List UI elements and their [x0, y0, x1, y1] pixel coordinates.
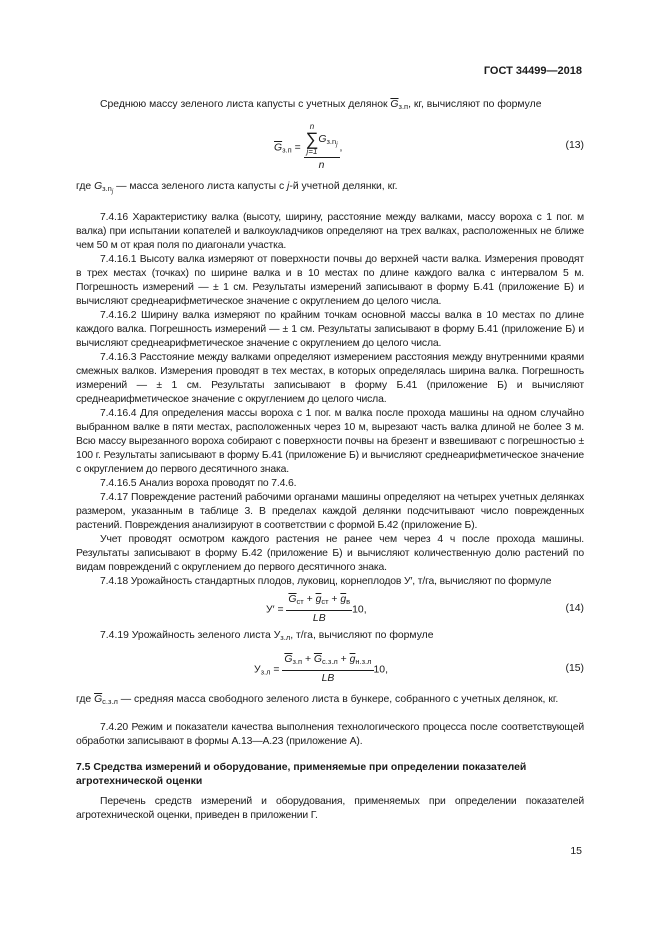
where15-text-a: где [76, 694, 95, 705]
f14-t1-sub: ст [296, 597, 304, 606]
where15-symbol-sub: с.з.л [102, 697, 118, 706]
f15-fraction [282, 653, 373, 686]
f14-numerator [286, 593, 352, 611]
paragraph-7-4-16-4: 7.4.16.4 Для определения массы вороха с 1 пог. м валка после прохода машины на одном случайно выбранном валке в пяти местах, расположенных через 10 м, вырезают часть валка длиной не более 3 м. Всю массу вырезанного вороха собирают с поверхности почвы на брезент и взвешивают с погрешностью ± 100 г. Результаты записывают в форму Б.41 (приложение Б) и вычисляют среднеарифметическое значение с округлением до первого десятичного знака. [76, 408, 584, 475]
f14-t1: $\overline{G}$ [288, 594, 297, 605]
paragraph-7-4-16-3: 7.4.16.3 Расстояние между валками определяют измерением расстояния между внутренними краями смежных валков. Измерения проводят в тех местах, в которых определялась ширина валка. Погрешность измерений — ± 1 см. Результаты записывают в форму Б.41 (приложение Б) и вычисляют среднеарифметическое значение с округлением до целого числа. [76, 352, 584, 405]
f13-term: G [318, 133, 327, 145]
formula-13 [76, 114, 584, 178]
f15-lhs: У [254, 664, 261, 676]
f15-t2-sub: с.з.л [322, 657, 338, 666]
section-7-5-title: 7.5 Средства измерений и оборудование, применяемые при определении показателей агротехнической оценки [76, 762, 527, 787]
f13-sum-bottom: j=1 [306, 147, 318, 156]
f14-factor: 10, [352, 604, 367, 616]
intro-text-b: , кг, вычисляют по формуле [408, 99, 542, 110]
where-15 [76, 693, 584, 709]
f14-t2-sub: ст [321, 597, 329, 606]
equation-number-15: (15) [565, 663, 584, 674]
f15-numerator [282, 653, 373, 671]
paragraph-7-4-18: 7.4.18 Урожайность стандартных плодов, луковиц, корнеплодов У′, т/га, вычисляют по формуле [100, 576, 552, 587]
p1419-tail: , т/га, вычисляют по формуле [290, 630, 434, 641]
f14-lhs: У′ [266, 604, 275, 616]
f13-sum [306, 122, 319, 156]
f15-t1-sub: з.п [292, 657, 303, 666]
formula-15 [76, 645, 584, 693]
paragraph-7-4-16-1: 7.4.16.1 Высоту валка измеряют от поверхности почвы до верхней части валка. Измерения проводят в трех местах (точках) по ширине валка и в 10 местах по длине каждого валка с интервалом 5 м. Погрешность измерений — ± 1 см. Результаты измерений записывают в форму Б.41 (приложение Б) и вычисляют среднеарифметическое значение с округлением до целого числа. [76, 254, 584, 307]
f13-numerator [304, 122, 340, 158]
f15-t3: $\overline{g}$ [349, 654, 356, 665]
where13-symbol: G [94, 181, 103, 192]
equation-number-13: (13) [565, 140, 584, 151]
f14-equals: = [277, 604, 284, 616]
paragraph-7-4-17: 7.4.17 Повреждение растений рабочими органами машины определяют на четырех учетных делянках размером, указанным в таблице 3. В пределах каждой делянки подсчитывают число поврежденных растений. Повреждения анализируют в соответствии с формой Б.42 (приложение Б). [76, 492, 584, 531]
f15-equals: = [273, 664, 280, 676]
f14-denominator: LB [312, 613, 326, 624]
f15-denominator: LB [321, 673, 335, 684]
p1419-sub: з.л [280, 633, 291, 642]
f13-fraction [304, 122, 340, 173]
equation-number-14: (14) [565, 603, 584, 614]
paragraph-inspection: Учет проводят осмотром каждого растения не ранее чем через 4 ч после прохода машины. Результаты записывают в форму Б.42 (приложение Б) и вычисляют количественную долю растений по видам повреждений с округлением до первого десятичного знака. [76, 534, 584, 573]
paragraph-7-4-16-2: 7.4.16.2 Ширину валка измеряют по крайним точкам основной массы валка в 10 местах по длине каждого валка. Погрешность измерений — ± 1 см. Результаты записывают в форму Б.41 (приложение Б) и вычисляют среднеарифметическое значение с округлением до целого числа. [76, 310, 584, 349]
f13-lhs: $\overline{G}$ [274, 142, 283, 154]
intro-symbol-sub: з.п [398, 102, 409, 111]
f14-plus1: + [306, 594, 313, 605]
f15-t2: $\overline{G}$ [313, 654, 323, 665]
where13-text-c: -й учетной делянки, кг. [289, 181, 398, 192]
f15-factor: 10, [373, 664, 388, 676]
paragraph-7-4-20: 7.4.20 Режим и показатели качества выполнения технологического процесса после соответствующей обработки записывают в формы А.13—А.23 (приложение А). [76, 722, 584, 747]
f15-t1: $\overline{G}$ [284, 654, 293, 665]
standard-header: ГОСТ 34499—2018 [483, 65, 582, 77]
where15-text-b: — средняя масса свободного зеленого листа в бункере, собранного с учетных делянок, кг. [117, 694, 559, 705]
f15-t3-sub: н.з.л [355, 657, 372, 666]
intro-symbol: $\overline{G}$ [390, 99, 399, 110]
f14-t3-sub: в [346, 597, 351, 606]
where13-j: j [287, 181, 290, 192]
where15-symbol: $\overline{G}$ [94, 694, 103, 705]
f13-sum-top: n [309, 122, 315, 131]
f13-comma: , [339, 142, 343, 154]
f14-t3: $\overline{g}$ [340, 594, 347, 605]
f13-lhs-sub: з.п [282, 145, 292, 155]
f13-equals: = [294, 142, 301, 154]
intro-text-a: Среднюю массу зеленого листа капусты с учетных делянок [100, 99, 391, 110]
f15-plus1: + [304, 654, 312, 665]
paragraph-7-4-19 [76, 629, 584, 645]
where-13 [76, 180, 584, 199]
formula-14 [76, 589, 584, 629]
intro-paragraph [76, 98, 584, 114]
page-number: 15 [570, 845, 582, 857]
f14-fraction [286, 593, 352, 626]
f15-lhs-sub: з.л [260, 667, 271, 677]
f13-sigma-symbol: ∑ [305, 129, 319, 149]
p1419-text: 7.4.19 Урожайность зеленого листа У [100, 630, 281, 641]
f13-term-sub: з.n [326, 136, 337, 146]
where13-text-a: где [76, 181, 95, 192]
f13-denominator: n [318, 160, 325, 171]
f13-term-subsub: j [336, 141, 338, 148]
f14-plus2: + [331, 594, 338, 605]
paragraph-7-4-16: 7.4.16 Характеристику валка (высоту, ширину, расстояние между валками, массу вороха с 1 пог. м валка) при испытании копателей и валкоукладчиков определяют на трех валках, расположенных не ближе чем 50 м от края поля по диагонали участка. [76, 212, 584, 251]
f15-plus2: + [340, 654, 347, 665]
where13-symbol-subsub: j [111, 189, 114, 195]
page-content [76, 98, 584, 823]
paragraph-7-4-16-5: 7.4.16.5 Анализ вороха проводят по 7.4.6. [100, 478, 297, 489]
section-7-5-body: Перечень средств измерений и оборудования, применяемых при определении показателей агротехнической оценки, приведен в приложении Г. [76, 796, 584, 821]
where13-symbol-sub: з.n [102, 184, 112, 193]
f14-t2: $\overline{g}$ [315, 594, 322, 605]
where13-text-b: — масса зеленого листа капусты с [113, 181, 288, 192]
